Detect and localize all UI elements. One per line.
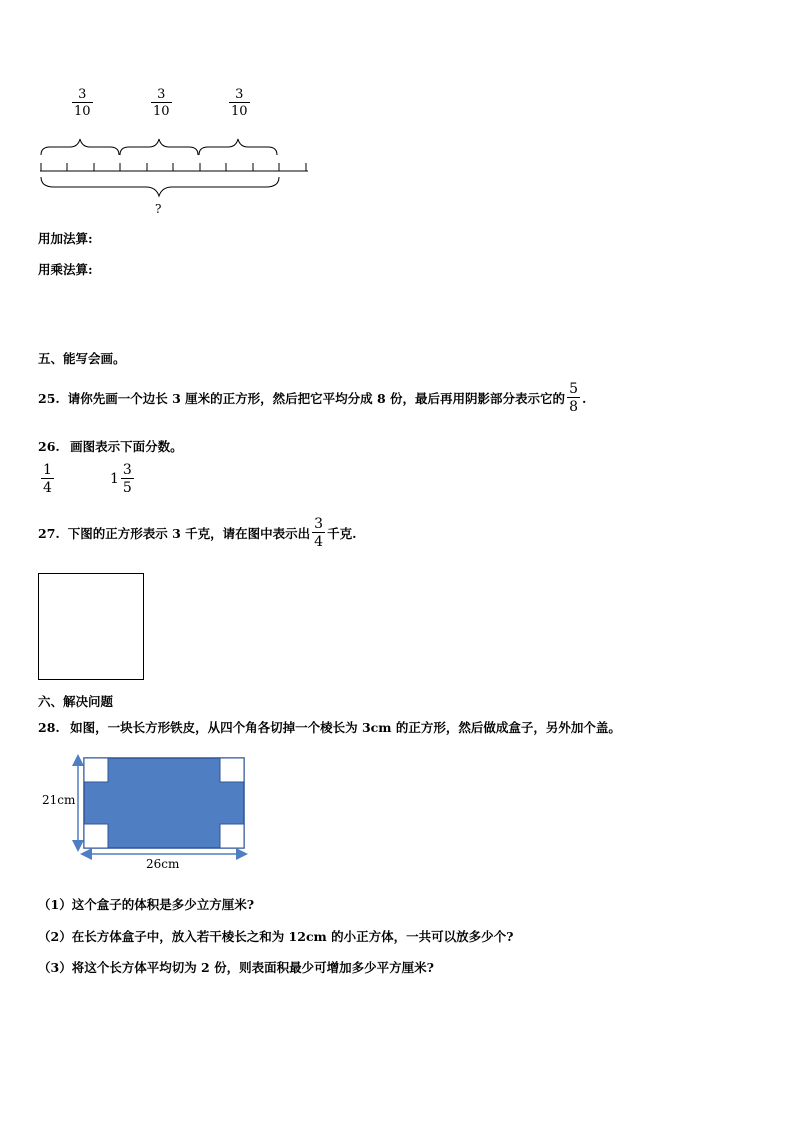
mixed-whole: 1 xyxy=(110,471,119,487)
q28-sub3: （3）将这个长方体平均切为 2 份，则表面积最少可增加多少平方厘米? xyxy=(38,960,434,975)
height-label: 21cm xyxy=(42,793,76,807)
width-label: 26cm xyxy=(146,857,180,871)
sheet-diagram xyxy=(38,750,258,875)
brace-top-2 xyxy=(120,139,198,155)
q28-sub1: （1）这个盒子的体积是多少立方厘米? xyxy=(38,897,255,912)
section5-title: 五、能写会画。 xyxy=(38,351,126,366)
numerator: 3 xyxy=(78,87,87,102)
q25-tail: . xyxy=(581,390,587,406)
question-26 xyxy=(38,437,183,455)
mixed-fraction-part xyxy=(121,463,134,495)
q26-text: 画图表示下面分数。 xyxy=(70,439,183,454)
q28-sub2: （2）在长方体盒子中，放入若干棱长之和为 12cm 的小正方体，一共可以放多少个? xyxy=(38,929,514,944)
numerator: 1 xyxy=(43,462,52,478)
q25-number: 25. xyxy=(38,390,60,406)
numberline-ticks xyxy=(41,163,306,171)
q26-number: 26. xyxy=(38,439,60,454)
numberline-svg xyxy=(30,82,330,222)
q27-square xyxy=(38,573,144,680)
denominator: 10 xyxy=(74,104,91,119)
q26-fraction-2 xyxy=(110,463,136,495)
brace-bottom xyxy=(41,177,279,196)
multiplication-label: 用乘法算: xyxy=(38,262,93,277)
denominator: 5 xyxy=(122,480,132,496)
corner-cut-tl xyxy=(84,758,108,782)
q25-fraction xyxy=(567,382,580,414)
corner-cut-br xyxy=(220,824,244,848)
total-unknown-label: ? xyxy=(155,202,162,216)
section6-title: 六、解决问题 xyxy=(38,694,114,709)
brace-top-1 xyxy=(41,139,119,155)
q28-number: 28. xyxy=(38,720,60,735)
numerator: 5 xyxy=(569,381,578,397)
numberline-diagram xyxy=(30,82,330,222)
numerator: 3 xyxy=(235,87,244,102)
corner-cut-tr xyxy=(220,758,244,782)
q26-fraction-1 xyxy=(41,463,54,495)
q27-text-after: 千克. xyxy=(327,526,357,541)
question-25 xyxy=(38,378,586,418)
numerator: 3 xyxy=(157,87,166,102)
brace-top-3 xyxy=(199,139,277,155)
q25-text: 请你先画一个边长 3 厘米的正方形，然后把它平均分成 8 份，最后再用阴影部分表示它的 xyxy=(67,391,566,406)
q27-fraction xyxy=(312,517,325,549)
q27-number: 27. xyxy=(38,525,60,541)
q28-text: 如图，一块长方形铁皮，从四个角各切掉一个棱长为 3cm 的正方形，然后做成盒子，另外加个盖。 xyxy=(70,720,621,735)
addition-label: 用加法算: xyxy=(38,231,93,246)
denominator: 10 xyxy=(153,104,170,119)
corner-cut-bl xyxy=(84,824,108,848)
question-28 xyxy=(38,718,621,736)
q27-text-before: 下图的正方形表示 3 千克，请在图中表示出 xyxy=(67,526,311,541)
numerator: 3 xyxy=(122,462,132,478)
denominator: 8 xyxy=(569,399,578,415)
question-27 xyxy=(38,513,356,553)
denominator: 4 xyxy=(314,534,324,550)
numerator: 3 xyxy=(314,516,324,532)
denominator: 4 xyxy=(43,480,52,496)
denominator: 10 xyxy=(231,104,248,119)
